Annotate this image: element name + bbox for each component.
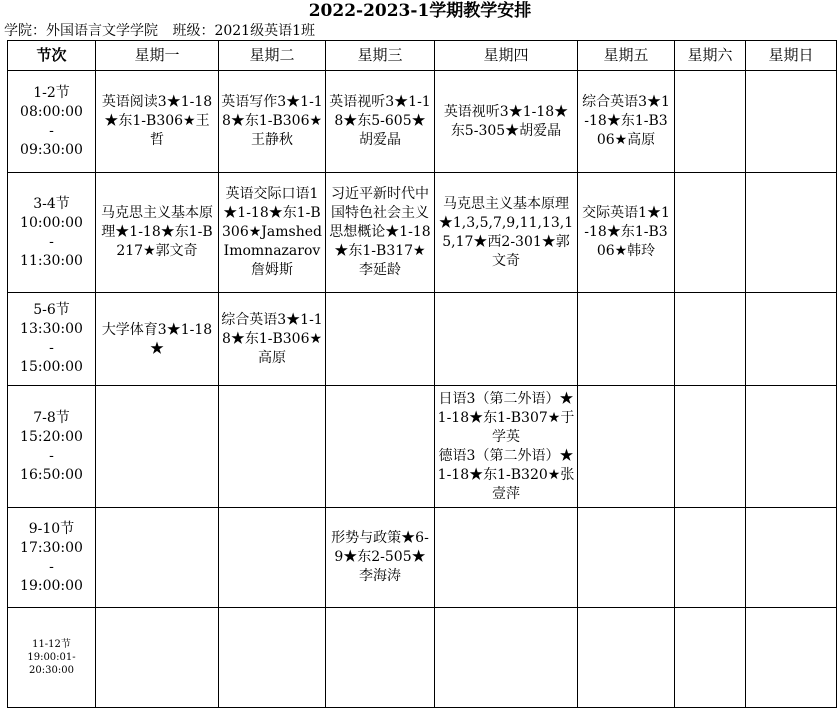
course-cell[interactable]: 马克思主义基本原理★1-18★东1-B217★郭文奇 [96,173,219,293]
table-row [8,173,837,293]
table-row [8,608,837,708]
course-cell[interactable] [675,386,746,508]
course-entry-japanese: 日语3（第二外语）★1-18★东1-B307★于学英 [437,390,575,445]
course-cell[interactable] [675,293,746,386]
period-cell: 3-4节 10:00:00 - 11:30:00 [8,173,96,293]
course-cell[interactable] [746,608,837,708]
course-cell[interactable]: 综合英语3★1-18★东1-B306★高原 [219,293,326,386]
course-cell[interactable]: 马克思主义基本原理★1,3,5,7,9,11,13,15,17★西2-301★郭文奇 [435,173,578,293]
period-cell: 9-10节 17:30:00 - 19:00:00 [8,508,96,608]
course-entry-german: 德语3（第二外语）★1-18★东1-B320★张壹萍 [437,447,575,502]
course-cell[interactable]: 英语视听3★1-18★东5-605★胡爱晶 [326,71,435,173]
table-row [8,386,837,508]
course-cell[interactable] [675,508,746,608]
course-cell[interactable]: 英语阅读3★1-18★东1-B306★王哲 [96,71,219,173]
course-cell[interactable] [326,608,435,708]
header-day-tue: 星期二 [219,41,326,71]
course-cell[interactable] [746,386,837,508]
course-cell[interactable] [675,608,746,708]
course-cell[interactable]: 大学体育3★1-18★ [96,293,219,386]
course-cell[interactable] [435,293,578,386]
course-cell[interactable] [219,386,326,508]
college-label: 学院：外国语言文学学院 [4,23,158,39]
course-cell[interactable]: 习近平新时代中国特色社会主义思想概论★1-18★东1-B317★李延龄 [326,173,435,293]
course-cell[interactable] [96,608,219,708]
class-label: 班级：2021级英语1班 [172,23,315,39]
course-cell[interactable] [675,173,746,293]
course-cell[interactable]: 交际英语1★1-18★东1-B306★韩玲 [578,173,675,293]
course-cell[interactable] [435,386,578,508]
course-cell[interactable] [746,508,837,608]
table-row [8,71,837,173]
schedule-table [7,40,837,708]
course-cell[interactable] [326,293,435,386]
course-cell[interactable] [675,71,746,173]
period-cell: 1-2节 08:00:00 - 09:30:00 [8,71,96,173]
course-cell[interactable] [326,386,435,508]
course-cell[interactable] [435,608,578,708]
course-cell[interactable] [578,386,675,508]
course-cell[interactable] [578,293,675,386]
course-cell[interactable] [435,508,578,608]
course-cell[interactable] [96,508,219,608]
period-cell: 7-8节 15:20:00 - 16:50:00 [8,386,96,508]
header-day-sun: 星期日 [746,41,837,71]
course-cell[interactable] [746,293,837,386]
class-info [4,22,325,40]
header-day-thu: 星期四 [435,41,578,71]
course-cell[interactable] [96,386,219,508]
course-cell[interactable] [578,508,675,608]
header-day-wed: 星期三 [326,41,435,71]
header-period: 节次 [8,41,96,71]
course-cell[interactable]: 形势与政策★6-9★东2-505★李海涛 [326,508,435,608]
period-cell: 5-6节 13:30:00 - 15:00:00 [8,293,96,386]
course-cell[interactable]: 英语写作3★1-18★东1-B306★王静秋 [219,71,326,173]
course-cell[interactable] [746,71,837,173]
course-cell[interactable] [746,173,837,293]
course-cell[interactable] [578,608,675,708]
course-cell[interactable] [219,608,326,708]
course-cell[interactable]: 英语视听3★1-18★东5-305★胡爱晶 [435,71,578,173]
header-day-mon: 星期一 [96,41,219,71]
course-cell[interactable]: 综合英语3★1-18★东1-B306★高原 [578,71,675,173]
table-row [8,508,837,608]
period-cell: 11-12节 19:00:01- 20:30:00 [8,608,96,708]
table-row [8,293,837,386]
page-title: 2022-2023-1学期教学安排 [308,1,532,21]
header-day-sat: 星期六 [675,41,746,71]
course-cell[interactable]: 英语交际口语1★1-18★东1-B306★Jamshed Imomnazarov詹姆斯 [219,173,326,293]
course-cell[interactable] [219,508,326,608]
header-day-fri: 星期五 [578,41,675,71]
